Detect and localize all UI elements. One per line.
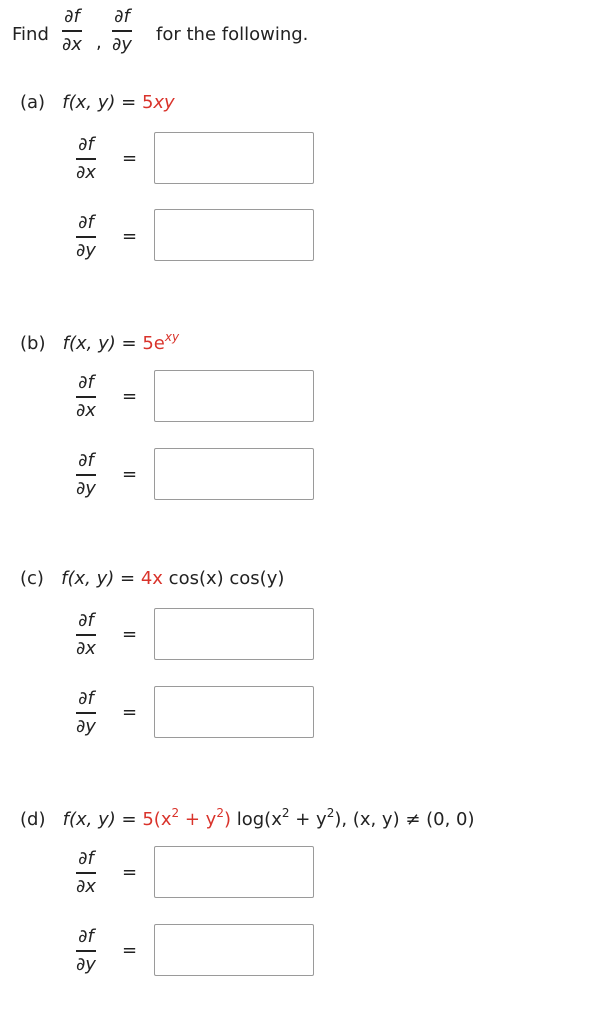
function-rhs-b: + y xyxy=(179,809,217,830)
equals-sign: = xyxy=(121,92,137,113)
answer-b-dfdy-input[interactable] xyxy=(154,448,314,500)
part-label: (c) xyxy=(20,568,44,589)
equals-sign: = xyxy=(122,624,138,645)
partial-y-label: ∂f ∂y xyxy=(76,212,96,261)
part-c-statement xyxy=(20,568,284,589)
partial-y-label: ∂f ∂y xyxy=(76,926,96,975)
header-find-label: Find xyxy=(12,24,49,45)
equals-sign: = xyxy=(122,464,138,485)
partial-x-label: ∂f ∂x xyxy=(76,848,96,897)
part-label: (a) xyxy=(20,92,46,113)
partial-x-label: ∂f ∂x xyxy=(76,134,96,183)
function-rhs-a: 5(x xyxy=(142,809,172,830)
equals-sign: = xyxy=(122,386,138,407)
part-d-statement xyxy=(20,806,475,830)
equals-sign: = xyxy=(122,862,138,883)
function-log-a: log(x xyxy=(236,809,282,830)
function-lhs: f(x, y) xyxy=(62,809,116,830)
answer-d-dfdy-input[interactable] xyxy=(154,924,314,976)
answer-a-dfdy-input[interactable] xyxy=(154,209,314,261)
function-coef: 5e xyxy=(142,333,165,354)
function-lhs: f(x, y) xyxy=(62,333,116,354)
function-exponent: xy xyxy=(164,330,180,344)
answer-c-dfdy-input[interactable] xyxy=(154,686,314,738)
function-lhs: f(x, y) xyxy=(62,92,116,113)
partial-x-label: ∂f ∂x xyxy=(76,372,96,421)
function-rest: xy xyxy=(153,92,175,113)
partial-x-label: ∂f ∂x xyxy=(76,610,96,659)
domain-condition: , (x, y) ≠ (0, 0) xyxy=(341,809,475,830)
exponent: 2 xyxy=(281,806,290,820)
partial-y-label: ∂f ∂y xyxy=(76,450,96,499)
function-coef: 5 xyxy=(141,92,154,113)
header-partial-x: ∂f ∂x xyxy=(62,6,82,55)
part-b-statement xyxy=(20,330,179,354)
answer-b-dfdx-input[interactable] xyxy=(154,370,314,422)
function-rhs-c: ) xyxy=(223,809,231,830)
function-rest: cos(x) cos(y) xyxy=(168,568,285,589)
equals-sign: = xyxy=(122,702,138,723)
part-label: (b) xyxy=(20,333,46,354)
answer-a-dfdx-input[interactable] xyxy=(154,132,314,184)
part-a-statement xyxy=(20,92,175,113)
part-label: (d) xyxy=(20,809,46,830)
answer-d-dfdx-input[interactable] xyxy=(154,846,314,898)
exponent: 2 xyxy=(326,806,335,820)
exponent: 2 xyxy=(171,806,180,820)
answer-c-dfdx-input[interactable] xyxy=(154,608,314,660)
equals-sign: = xyxy=(122,148,138,169)
exponent: 2 xyxy=(216,806,224,820)
equals-sign: = xyxy=(121,809,137,830)
partial-y-label: ∂f ∂y xyxy=(76,688,96,737)
function-coef: 4x xyxy=(140,568,163,589)
header-instruction: for the following. xyxy=(156,24,309,45)
equals-sign: = xyxy=(122,226,138,247)
header-comma: , xyxy=(96,32,102,53)
function-log-b: + y xyxy=(289,809,327,830)
equals-sign: = xyxy=(122,940,138,961)
equals-sign: = xyxy=(121,333,137,354)
function-log-c: ) xyxy=(334,809,342,830)
function-lhs: f(x, y) xyxy=(61,568,115,589)
equals-sign: = xyxy=(120,568,136,589)
header-partial-y: ∂f ∂y xyxy=(112,6,132,55)
